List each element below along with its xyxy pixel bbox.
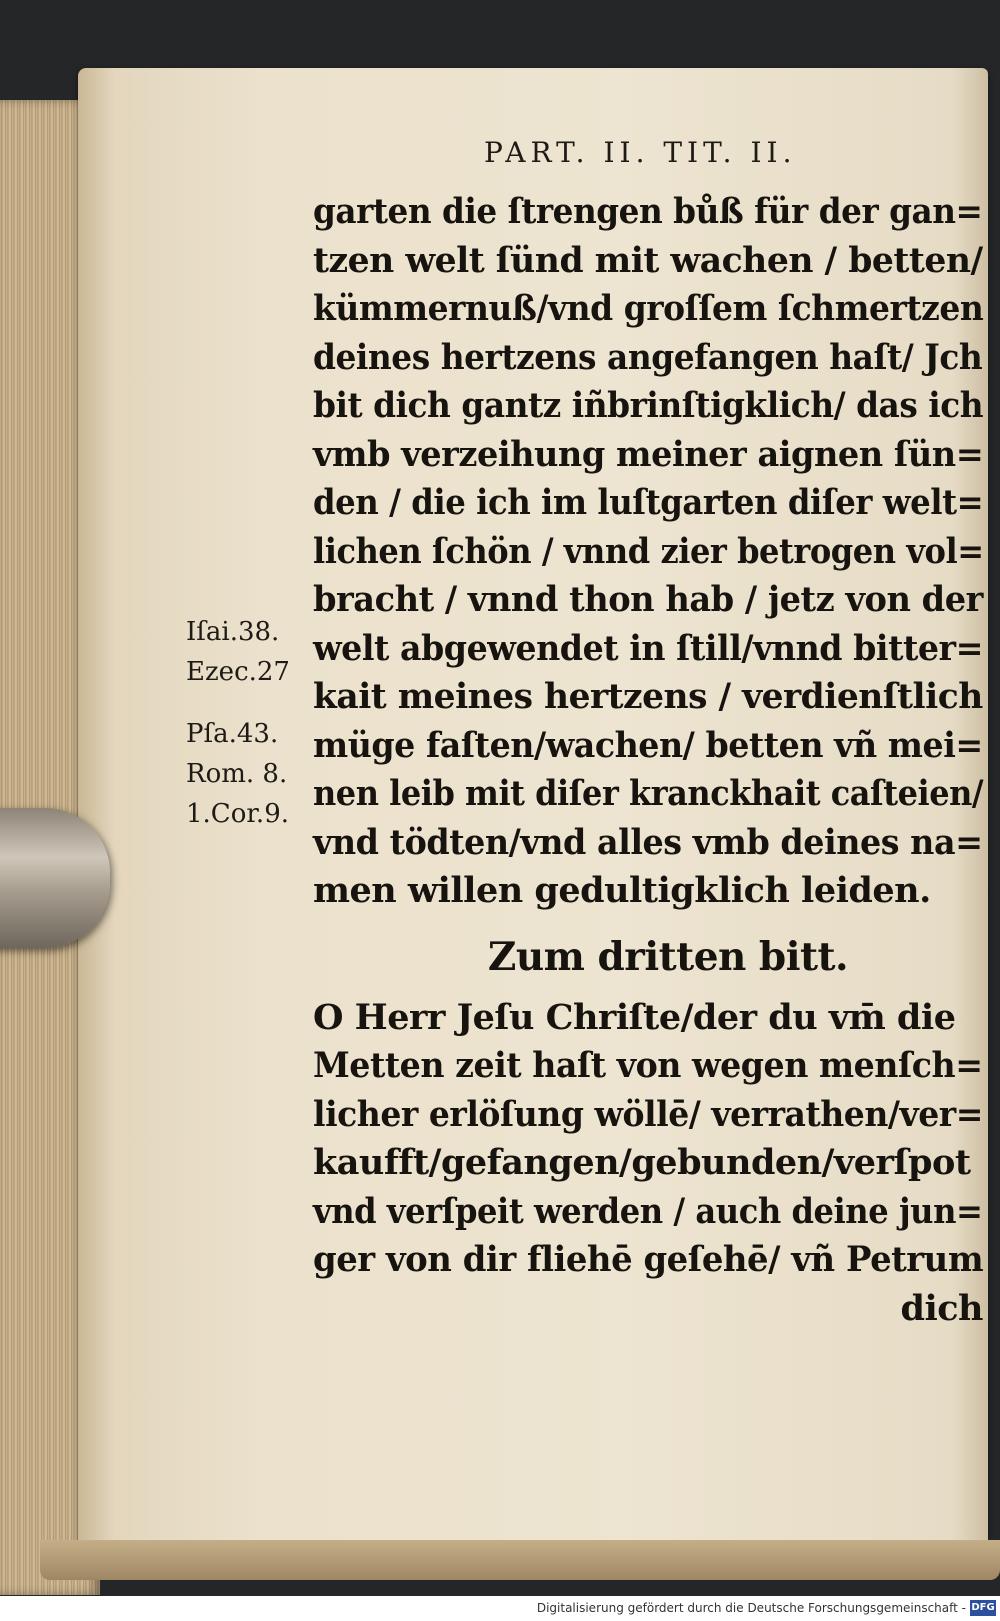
text-line: deines hertzens angefangen haſt/ Jch [313,336,983,378]
text-line: nen leib mit diſer kranckhait caſteien/ [313,773,984,814]
text-line: tzen welt ſünd mit wachen / betten/ [313,239,983,281]
text-line: welt abgewendet in ſtill/vnnd bitter= [313,627,983,669]
footer-bar [0,1596,1000,1621]
text-line: vnd verſpeit werden / auch deine jun= [313,1190,983,1232]
text-line: kaufft/gefangen/gebunden/verſpot [313,1142,971,1183]
footer-credit: Digitalisierung gefördert durch die Deutsche Forschungsgemeinschaft - [536,1601,966,1615]
text-line: bit dich gantz iñbrinſtigklich/ das ich [313,385,984,426]
text-line: kait meines hertzens / verdienſtlich [313,676,983,717]
text-line: vmb verzeihung meiner aignen ſün= [313,433,984,475]
text-line: müge faſten/wachen/ betten vñ mei= [313,724,983,766]
margin-note: 1.Cor.9. [186,799,289,829]
margin-note: Rom. 8. [186,759,288,789]
running-head: PART. II. TIT. II. [484,136,797,169]
text-line: kümmernuß/vnd groſſem ſchmertzen [313,288,984,329]
text-line: O Herr Jeſu Chriſte/der du vm̄ die [313,996,956,1038]
text-line: men willen gedultigklich leiden. [313,870,931,911]
margin-note: Iſai.38. [186,617,280,647]
text-line: ger von dir fliehē geſehē/ vñ Petrum [313,1239,984,1280]
text-line: bracht / vnnd thon hab / jetz von der [313,579,983,620]
book-bottom-edge [40,1540,1000,1580]
section-heading: Zum dritten bitt. [487,933,849,980]
text-line: lichen ſchön / vnnd zier betrogen vol= [313,530,984,572]
margin-note: Ezec.27 [186,657,290,687]
body-text [313,188,983,1333]
margin-note: Pſa.43. [186,719,279,749]
text-line: den / die ich im luſtgarten diſer welt= [313,482,984,523]
text-line: Metten zeit haſt von wegen menſch= [313,1045,983,1086]
text-line: vnd tödten/vnd alles vmb deines na= [313,821,983,863]
dfg-logo-icon: DFG [970,1600,996,1616]
margin-notes [186,612,310,834]
text-line: licher erlöſung wöllē/ verrathen/ver= [313,1093,983,1135]
text-line: garten die ſtrengen bůß für der gan= [313,191,983,232]
catchword: dich [900,1287,983,1329]
